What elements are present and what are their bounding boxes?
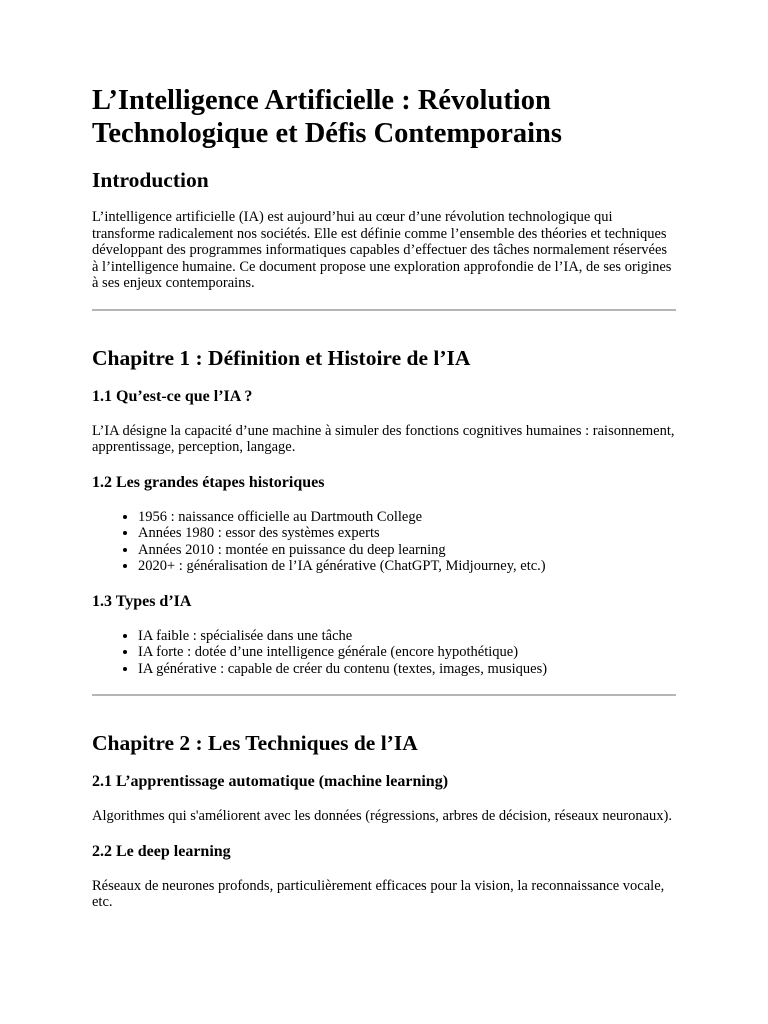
ai-types-list — [92, 628, 676, 678]
list-item: • Années 1980 : essor des systèmes experts — [138, 525, 676, 542]
section-2-2-paragraph: Réseaux de neurones profonds, particulièrement efficaces pour la vision, la reconnaissance vocale, etc. — [92, 877, 665, 910]
section-divider — [92, 694, 676, 696]
section-1-1-paragraph: L’IA désigne la capacité d’une machine à simuler des fonctions cognitives humaines : raisonnement, apprentissage, perception, langage. — [92, 422, 675, 455]
document-title: L’Intelligence Artificielle : Révolution Technologique et Défis Contemporains — [92, 85, 562, 149]
list-item: • Années 2010 : montée en puissance du deep learning — [138, 542, 676, 559]
list-item: • IA forte : dotée d’une intelligence générale (encore hypothétique) — [138, 644, 676, 661]
history-list — [92, 509, 676, 575]
section-2-1-paragraph: Algorithmes qui s'améliorent avec les données (régressions, arbres de décision, réseaux neuronaux). — [92, 808, 673, 824]
chapter1-heading: Chapitre 1 : Définition et Histoire de l’IA — [92, 345, 471, 370]
list-item: • IA générative : capable de créer du contenu (textes, images, musiques) — [138, 661, 676, 678]
chapter2-heading: Chapitre 2 : Les Techniques de l’IA — [92, 731, 418, 755]
introduction-heading: Introduction — [92, 168, 209, 192]
section-2-2-heading: 2.2 Le deep learning — [92, 842, 231, 860]
section-2-1-heading: 2.1 L’apprentissage automatique (machine learning) — [92, 773, 449, 790]
section-divider — [92, 309, 676, 311]
section-1-1-heading: 1.1 Qu’est-ce que l’IA ? — [92, 387, 253, 405]
list-item: • 1956 : naissance officielle au Dartmouth College — [138, 509, 676, 526]
list-item: • IA faible : spécialisée dans une tâche — [138, 628, 676, 645]
section-1-3-heading: 1.3 Types d’IA — [92, 592, 192, 610]
list-item: • 2020+ : généralisation de l’IA générative (ChatGPT, Midjourney, etc.) — [138, 558, 676, 575]
introduction-paragraph: L’intelligence artificielle (IA) est aujourd’hui au cœur d’une révolution technologique qui transforme radicalement nos sociétés. Elle est définie comme l’ensemble des théories et techniques développant des programmes informatiques capables d’effectuer des tâches normalement réservées à l’intelligence humaine. Ce document propose une exploration approfondie de l’IA, de ses origines à ses enjeux contemporains. — [92, 209, 672, 291]
section-1-2-heading: 1.2 Les grandes étapes historiques — [92, 473, 325, 491]
